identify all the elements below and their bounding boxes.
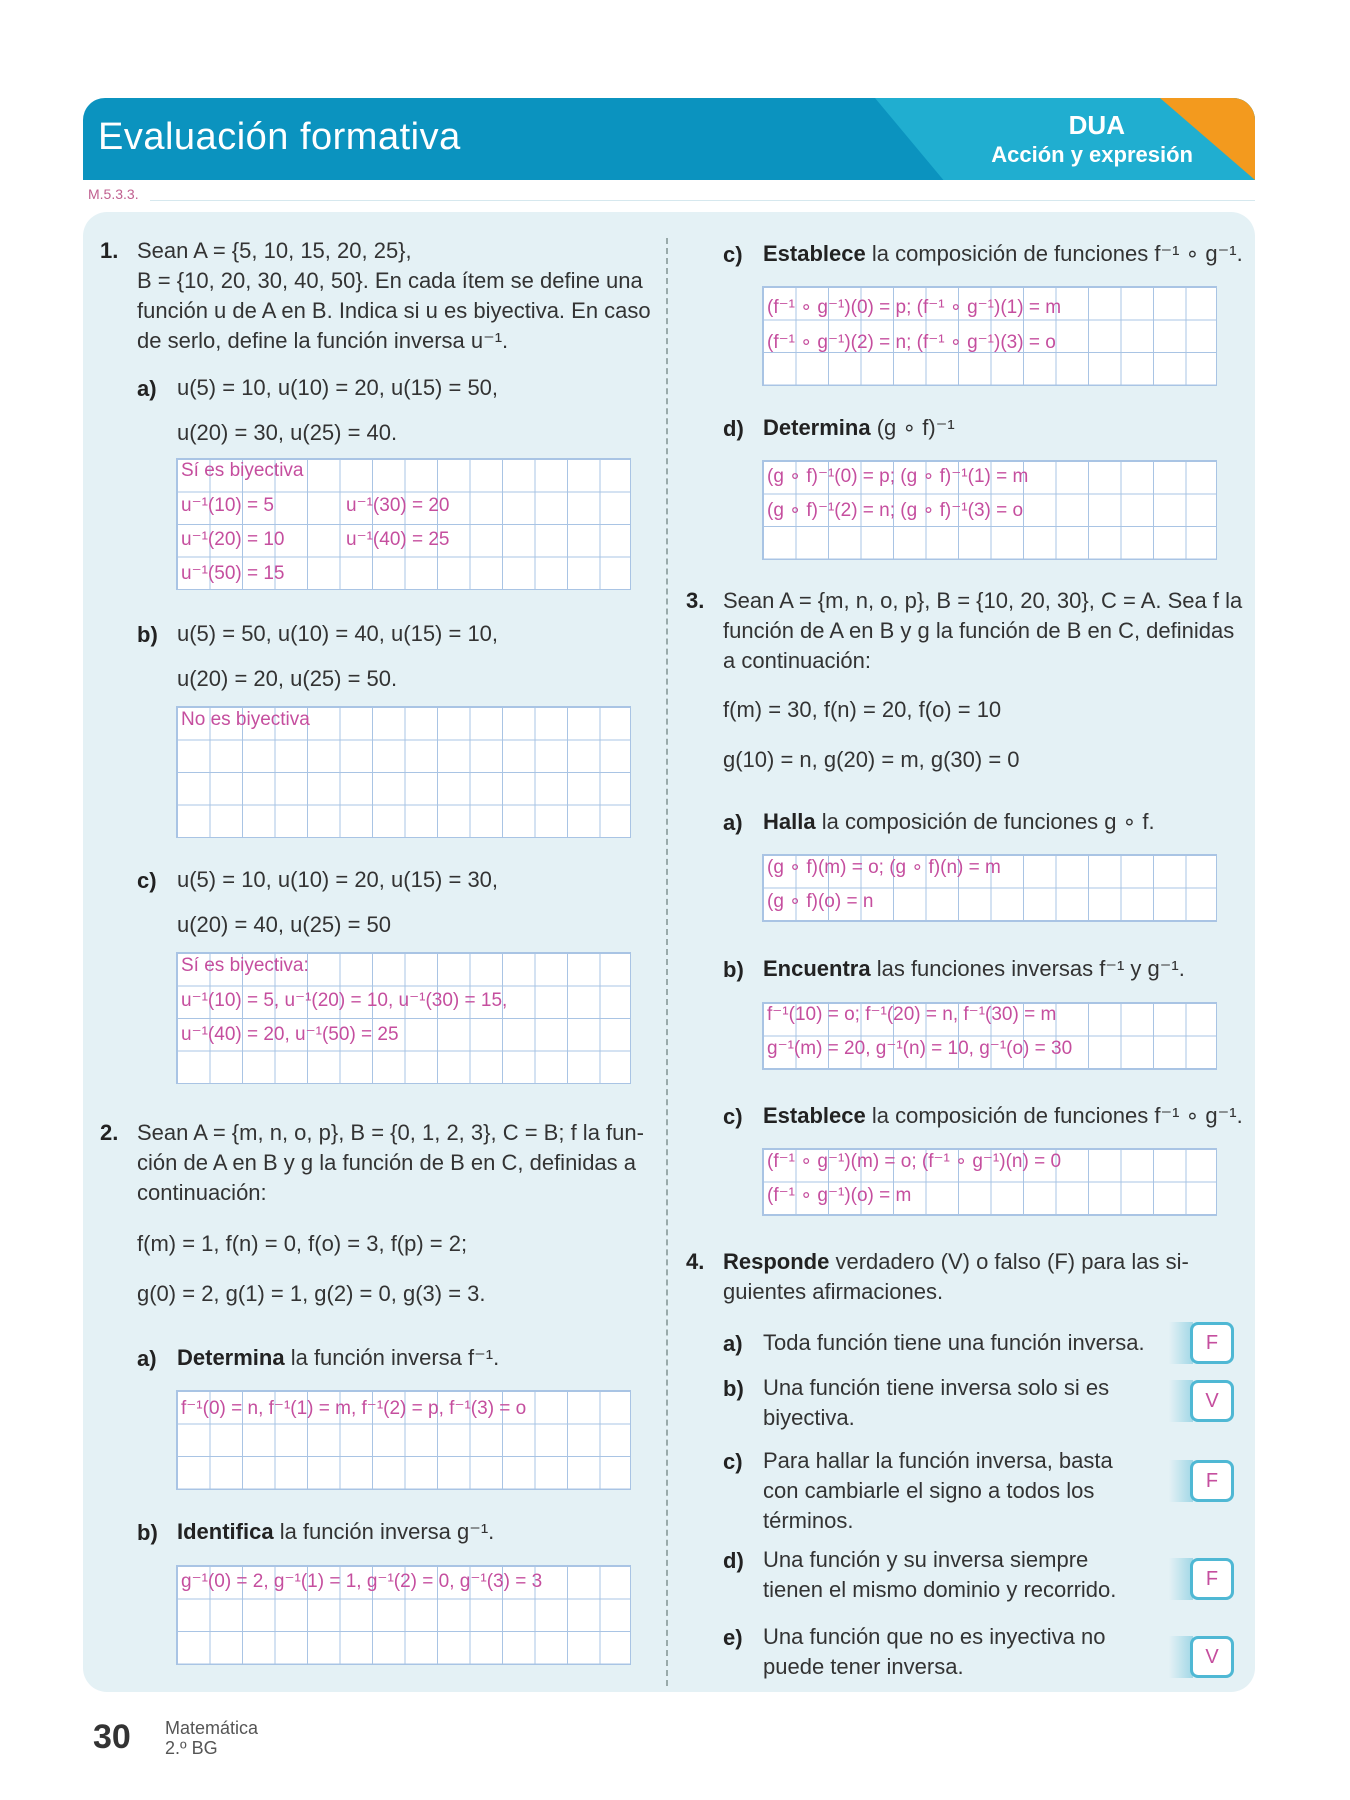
q3c-answer: (f⁻¹ ∘ g⁻¹)(m) = o; (f⁻¹ ∘ g⁻¹)(n) = 0 (767, 1151, 1062, 1172)
q2c-verb: Establece (763, 241, 866, 266)
q4e-answer-box[interactable]: V (1190, 1636, 1234, 1678)
q1a-answer: u⁻¹(30) = 20 (346, 495, 450, 516)
q1c-answer: u⁻¹(40) = 20, u⁻¹(50) = 25 (181, 1024, 399, 1045)
grade-label: 2.º BG (165, 1738, 218, 1758)
q3-f-definition: f(m) = 30, f(n) = 20, f(o) = 10 (723, 697, 1002, 722)
q3-line2: función de A en B y g la función de B en C, definidas (723, 618, 1235, 643)
q4b-statement-line2: biyectiva. (763, 1405, 855, 1430)
q2c-text: la composición de funciones f⁻¹ ∘ g⁻¹. (865, 241, 1243, 266)
q1a-answer: u⁻¹(50) = 15 (181, 563, 285, 584)
q1b-line1: u(5) = 50, u(10) = 40, u(15) = 10, (177, 621, 499, 646)
q2-line1: Sean A = {m, n, o, p}, B = {0, 1, 2, 3}, C = B; f la fun- (137, 1120, 644, 1145)
section-header (83, 98, 1255, 180)
q2-g-definition: g(0) = 2, g(1) = 1, g(2) = 0, g(3) = 3. (137, 1281, 486, 1306)
q4d-statement-line2: tienen el mismo dominio y recorrido. (763, 1577, 1117, 1602)
q4b-answer-box[interactable]: V (1190, 1380, 1234, 1422)
q4-line2: guientes afirmaciones. (723, 1279, 944, 1304)
q4c-statement-line3: términos. (763, 1508, 854, 1533)
q2b-label: b) (137, 1520, 158, 1545)
q1b-label: b) (137, 622, 158, 647)
q3a-verb: Halla (763, 809, 816, 834)
dua-title: DUA (1068, 110, 1125, 140)
q3-line1: Sean A = {m, n, o, p}, B = {10, 20, 30}, C = A. Sea f la (723, 588, 1243, 613)
q2a-text: la función inversa f⁻¹. (284, 1345, 500, 1370)
q4a-label: a) (723, 1331, 743, 1356)
q1c-line2: u(20) = 40, u(25) = 50 (177, 912, 392, 937)
q2c-answer: (f⁻¹ ∘ g⁻¹)(0) = p; (f⁻¹ ∘ g⁻¹)(1) = m (767, 297, 1062, 318)
q1a-answer: u⁻¹(40) = 25 (346, 529, 450, 550)
q3a-answer: (g ∘ f)(m) = o; (g ∘ f)(n) = m (767, 857, 1001, 878)
q2b-text: la función inversa g⁻¹. (273, 1519, 495, 1544)
q3a-text: la composición de funciones g ∘ f. (815, 809, 1155, 834)
q3-g-definition: g(10) = n, g(20) = m, g(30) = 0 (723, 747, 1020, 772)
q3-line3: a continuación: (723, 648, 871, 673)
q2d-label: d) (723, 416, 744, 441)
q1c-answer: Sí es biyectiva: (181, 955, 309, 976)
q3b-answer: g⁻¹(m) = 20, g⁻¹(n) = 10, g⁻¹(o) = 30 (767, 1038, 1073, 1059)
q4b-statement-line1: Una función tiene inversa solo si es (763, 1375, 1110, 1400)
q2d-answer: (g ∘ f)⁻¹(2) = n; (g ∘ f)⁻¹(3) = o (767, 500, 1024, 521)
q3c-text: la composición de funciones f⁻¹ ∘ g⁻¹. (865, 1103, 1243, 1128)
q3a-prompt (763, 807, 1155, 837)
section-title: Evaluación formativa (98, 116, 461, 158)
q4c-statement-line1: Para hallar la función inversa, basta (763, 1448, 1113, 1473)
q3c-answer: (f⁻¹ ∘ g⁻¹)(o) = m (767, 1185, 912, 1206)
q3b-label: b) (723, 957, 744, 982)
q2d-prompt (763, 413, 955, 443)
q1-line3: función u de A en B. Indica si u es biyectiva. En caso (137, 298, 651, 323)
skill-code: M.5.3.3. (88, 186, 139, 202)
q2d-answer: (g ∘ f)⁻¹(0) = p; (g ∘ f)⁻¹(1) = m (767, 466, 1029, 487)
q1b-answer: No es biyectiva (181, 709, 310, 730)
q3c-prompt (763, 1101, 1243, 1131)
q2b-prompt (177, 1517, 494, 1547)
q2c-answer: (f⁻¹ ∘ g⁻¹)(2) = n; (f⁻¹ ∘ g⁻¹)(3) = o (767, 332, 1056, 353)
q1a-line2: u(20) = 30, u(25) = 40. (177, 420, 398, 445)
q4-text: verdadero (V) o falso (F) para las si- (829, 1249, 1189, 1274)
q3b-prompt (763, 954, 1185, 984)
q4c-statement-line2: con cambiarle el signo a todos los (763, 1478, 1095, 1503)
q4a-statement: Toda función tiene una función inversa. (763, 1330, 1145, 1355)
q4c-label: c) (723, 1449, 743, 1474)
q4a-answer-box[interactable]: F (1190, 1322, 1234, 1364)
page-number: 30 (93, 1718, 131, 1756)
column-divider (666, 238, 668, 1686)
q2c-label: c) (723, 242, 743, 267)
q1-line2: B = {10, 20, 30, 40, 50}. En cada ítem se define una (137, 268, 643, 293)
q2-line3: continuación: (137, 1180, 267, 1205)
q2c-prompt (763, 239, 1243, 269)
q2d-verb: Determina (763, 415, 871, 440)
q3c-verb: Establece (763, 1103, 866, 1128)
q2-line2: ción de A en B y g la función de B en C, definidas a (137, 1150, 637, 1175)
q2a-prompt (177, 1343, 499, 1373)
q4-number: 4. (686, 1249, 705, 1274)
q4c-answer-box[interactable]: F (1190, 1460, 1234, 1502)
q4e-label: e) (723, 1625, 743, 1650)
q4-line1 (723, 1247, 1189, 1277)
q3a-answer: (g ∘ f)(o) = n (767, 891, 874, 912)
q4-verb: Responde (723, 1249, 830, 1274)
q1a-label: a) (137, 376, 157, 401)
q4e-statement-line1: Una función que no es inyectiva no (763, 1624, 1106, 1649)
q2b-verb: Identifica (177, 1519, 274, 1544)
q1a-answer: u⁻¹(20) = 10 (181, 529, 285, 550)
q1-line4: de serlo, define la función inversa u⁻¹. (137, 328, 509, 353)
q4d-label: d) (723, 1548, 744, 1573)
q3c-label: c) (723, 1104, 743, 1129)
q1c-answer: u⁻¹(10) = 5, u⁻¹(20) = 10, u⁻¹(30) = 15, (181, 990, 508, 1011)
q3b-verb: Encuentra (763, 956, 871, 981)
dua-subtitle: Acción y expresión (991, 142, 1193, 167)
q1a-answer: u⁻¹(10) = 5 (181, 495, 274, 516)
q1-number: 1. (100, 238, 119, 263)
q2-number: 2. (100, 1120, 119, 1145)
q4d-answer-box[interactable]: F (1190, 1558, 1234, 1600)
q2a-verb: Determina (177, 1345, 285, 1370)
q2a-label: a) (137, 1346, 157, 1371)
q2a-answer: f⁻¹(0) = n, f⁻¹(1) = m, f⁻¹(2) = p, f⁻¹(3) = o (181, 1398, 527, 1419)
q3b-answer: f⁻¹(10) = o; f⁻¹(20) = n, f⁻¹(30) = m (767, 1004, 1057, 1025)
q3b-text: las funciones inversas f⁻¹ y g⁻¹. (870, 956, 1185, 981)
q2b-answer: g⁻¹(0) = 2, g⁻¹(1) = 1, g⁻¹(2) = 0, g⁻¹(3) = 3 (181, 1571, 543, 1592)
q4e-statement-line2: puede tener inversa. (763, 1654, 964, 1679)
q4b-label: b) (723, 1376, 744, 1401)
q1c-label: c) (137, 868, 157, 893)
subject-label: Matemática (165, 1718, 259, 1738)
q1b-line2: u(20) = 20, u(25) = 50. (177, 666, 398, 691)
q1a-line1: u(5) = 10, u(10) = 20, u(15) = 50, (177, 375, 499, 400)
q3a-label: a) (723, 810, 743, 835)
header-rule (150, 200, 1255, 201)
q1c-line1: u(5) = 10, u(10) = 20, u(15) = 30, (177, 867, 499, 892)
q4d-statement-line1: Una función y su inversa siempre (763, 1547, 1089, 1572)
q2d-text: (g ∘ f)⁻¹ (870, 415, 955, 440)
q2-f-definition: f(m) = 1, f(n) = 0, f(o) = 3, f(p) = 2; (137, 1231, 468, 1256)
q1-line1: Sean A = {5, 10, 15, 20, 25}, (137, 238, 412, 263)
q3-number: 3. (686, 588, 705, 613)
q1a-answer: Sí es biyectiva (181, 460, 304, 481)
